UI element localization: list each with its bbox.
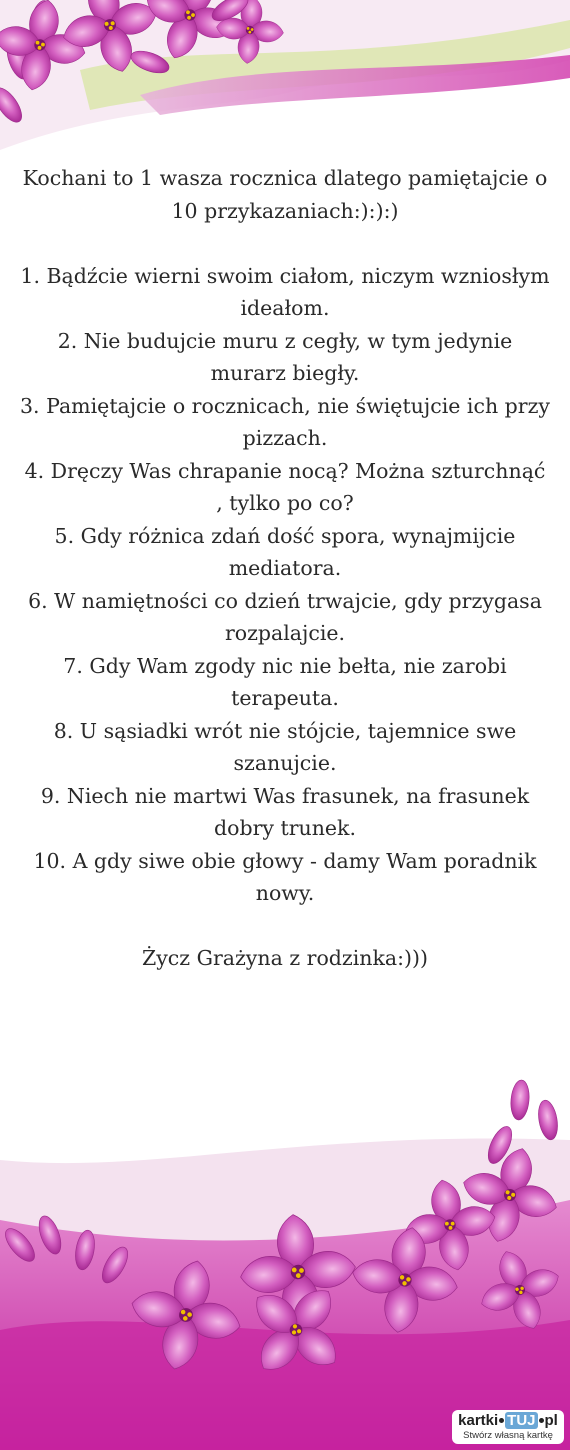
commandment-10: 10. A gdy siwe obie głowy - damy Wam poradnik nowy.: [33, 848, 537, 905]
commandment-8: 8. U sąsiadki wrót nie stójcie, tajemnice swe szanujcie.: [53, 718, 517, 775]
commandment-7: 7. Gdy Wam zgody nic nie bełta, nie zarobi terapeuta.: [63, 653, 507, 710]
logo-dot: [539, 1418, 544, 1423]
logo-brand-mid: TUJ: [507, 1412, 536, 1429]
intro-text: Kochani to 1 wasza rocznica dlatego pamiętajcie o 10 przykazaniach:):):): [22, 166, 548, 223]
commandment-4: 4. Dręczy Was chrapanie nocą? Można szturchnąć , tylko po co?: [24, 458, 546, 515]
logo-wordmark: [452, 1410, 564, 1430]
commandment-9: 9. Niech nie martwi Was frasunek, na frasunek dobry trunek.: [40, 783, 530, 840]
spacer: [20, 910, 550, 943]
logo-brand-right: pl: [544, 1412, 558, 1429]
commandment-6: 6. W namiętności co dzień trwajcie, gdy przygasa rozpalajcie.: [28, 588, 542, 645]
logo-brand-left: kartki: [458, 1412, 499, 1429]
card-message: [20, 162, 550, 975]
commandment-5: 5. Gdy różnica zdań dość spora, wynajmijcie mediatora.: [54, 523, 516, 580]
logo-dot: [499, 1418, 504, 1423]
signature: Życz Grażyna z rodzinka:))): [141, 946, 429, 970]
commandment-2: 2. Nie budujcie muru z cegły, w tym jedynie murarz biegły.: [57, 328, 513, 385]
commandment-3: 3. Pamiętajcie o rocznicach, nie świętujcie ich przy pizzach.: [20, 393, 550, 450]
logo-tagline: Stwórz własną kartkę: [463, 1430, 553, 1441]
site-logo[interactable]: [452, 1410, 564, 1444]
commandment-1: 1. Bądźcie wierni swoim ciałom, niczym wzniosłym ideałom.: [20, 263, 550, 320]
spacer: [20, 227, 550, 260]
